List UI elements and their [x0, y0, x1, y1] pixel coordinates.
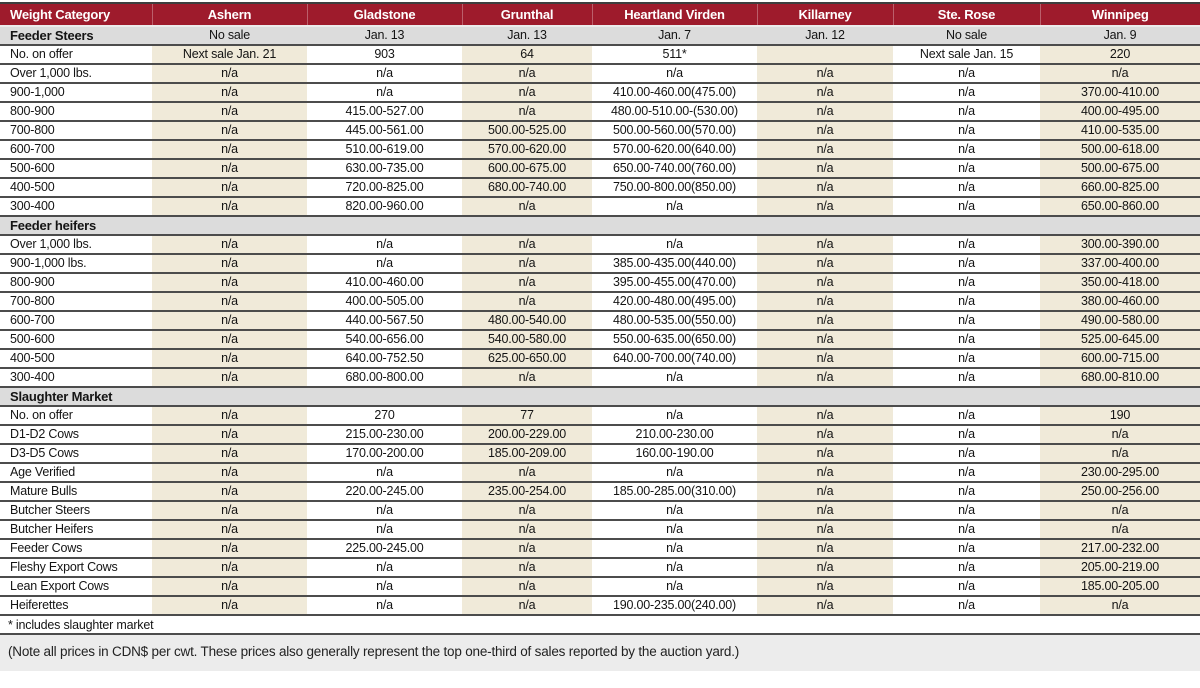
row-label: 500-600 — [0, 330, 152, 349]
cell: n/a — [307, 83, 462, 102]
cell: 820.00-960.00 — [307, 197, 462, 216]
cell — [757, 216, 893, 235]
cell: n/a — [757, 520, 893, 539]
cell: n/a — [152, 558, 307, 577]
cell: n/a — [592, 235, 757, 254]
cell: Next sale Jan. 15 — [893, 45, 1040, 64]
footnote-asterisk: * includes slaughter market — [0, 616, 1200, 635]
table-header-row — [0, 4, 1200, 26]
column-header-killarney: Killarney — [757, 4, 893, 26]
cell: 630.00-735.00 — [307, 159, 462, 178]
cell: n/a — [757, 425, 893, 444]
cell: n/a — [592, 463, 757, 482]
table-row — [0, 311, 1200, 330]
column-header-gladstone: Gladstone — [307, 4, 462, 26]
table-row — [0, 387, 1200, 406]
row-label: 400-500 — [0, 178, 152, 197]
table-row — [0, 273, 1200, 292]
cell: 190.00-235.00(240.00) — [592, 596, 757, 615]
cell: 500.00-525.00 — [462, 121, 592, 140]
row-label: 300-400 — [0, 197, 152, 216]
row-label: 400-500 — [0, 349, 152, 368]
cell: 680.00-740.00 — [462, 178, 592, 197]
cell: n/a — [152, 368, 307, 387]
cell: 77 — [462, 406, 592, 425]
cell: 395.00-455.00(470.00) — [592, 273, 757, 292]
cell: 217.00-232.00 — [1040, 539, 1200, 558]
cell: 215.00-230.00 — [307, 425, 462, 444]
row-label: 800-900 — [0, 273, 152, 292]
cell: n/a — [462, 254, 592, 273]
table-row — [0, 539, 1200, 558]
cell: n/a — [893, 482, 1040, 501]
cell: 205.00-219.00 — [1040, 558, 1200, 577]
cell: 415.00-527.00 — [307, 102, 462, 121]
cell: 660.00-825.00 — [1040, 178, 1200, 197]
column-header-grunthal: Grunthal — [462, 4, 592, 26]
cell: n/a — [757, 539, 893, 558]
cell: n/a — [757, 349, 893, 368]
cell — [592, 387, 757, 406]
cell: n/a — [757, 178, 893, 197]
row-label: 600-700 — [0, 140, 152, 159]
row-label: Over 1,000 lbs. — [0, 64, 152, 83]
cell: 445.00-561.00 — [307, 121, 462, 140]
cell: n/a — [893, 83, 1040, 102]
table-row — [0, 26, 1200, 45]
cell: n/a — [152, 159, 307, 178]
cell: n/a — [1040, 425, 1200, 444]
table-row — [0, 577, 1200, 596]
cell: n/a — [893, 406, 1040, 425]
cell — [757, 387, 893, 406]
cell: n/a — [757, 140, 893, 159]
cell: n/a — [757, 121, 893, 140]
cell: n/a — [1040, 501, 1200, 520]
cell: 200.00-229.00 — [462, 425, 592, 444]
cell: n/a — [462, 235, 592, 254]
table-row — [0, 596, 1200, 615]
cell: n/a — [757, 577, 893, 596]
cell: 400.00-505.00 — [307, 292, 462, 311]
cell: n/a — [152, 482, 307, 501]
cell: n/a — [893, 330, 1040, 349]
cell: 600.00-675.00 — [462, 159, 592, 178]
cell: 570.00-620.00 — [462, 140, 592, 159]
row-label: 700-800 — [0, 121, 152, 140]
cell: 480.00-540.00 — [462, 311, 592, 330]
row-label: No. on offer — [0, 45, 152, 64]
row-label: Mature Bulls — [0, 482, 152, 501]
row-label: 600-700 — [0, 311, 152, 330]
cell: 650.00-740.00(760.00) — [592, 159, 757, 178]
cell: n/a — [462, 102, 592, 121]
table-row — [0, 482, 1200, 501]
cell: n/a — [592, 558, 757, 577]
cell: n/a — [152, 64, 307, 83]
cell: n/a — [462, 64, 592, 83]
cell: 410.00-460.00 — [307, 273, 462, 292]
column-header-ashern: Ashern — [152, 4, 307, 26]
cell: n/a — [893, 121, 1040, 140]
table-row — [0, 520, 1200, 539]
cell: n/a — [152, 330, 307, 349]
row-label: D1-D2 Cows — [0, 425, 152, 444]
column-header-heartland-virden: Heartland Virden — [592, 4, 757, 26]
cell: n/a — [757, 64, 893, 83]
cell: 170.00-200.00 — [307, 444, 462, 463]
cell: 550.00-635.00(650.00) — [592, 330, 757, 349]
row-label: 800-900 — [0, 102, 152, 121]
row-label: Heiferettes — [0, 596, 152, 615]
cell: 680.00-810.00 — [1040, 368, 1200, 387]
cell — [1040, 216, 1200, 235]
cell: n/a — [757, 482, 893, 501]
cell: n/a — [462, 558, 592, 577]
cell: n/a — [893, 463, 1040, 482]
row-label: Butcher Heifers — [0, 520, 152, 539]
cell: 490.00-580.00 — [1040, 311, 1200, 330]
row-label: Fleshy Export Cows — [0, 558, 152, 577]
cell: 440.00-567.50 — [307, 311, 462, 330]
cell: 190 — [1040, 406, 1200, 425]
cell: n/a — [757, 406, 893, 425]
cell: 220.00-245.00 — [307, 482, 462, 501]
table-row — [0, 102, 1200, 121]
cell: n/a — [307, 254, 462, 273]
cell: n/a — [152, 140, 307, 159]
cell: 185.00-209.00 — [462, 444, 592, 463]
cell — [307, 387, 462, 406]
cell: 64 — [462, 45, 592, 64]
table-row — [0, 121, 1200, 140]
cell — [757, 45, 893, 64]
cell: 210.00-230.00 — [592, 425, 757, 444]
cell: n/a — [592, 501, 757, 520]
table-row — [0, 349, 1200, 368]
cell: n/a — [462, 197, 592, 216]
cell: 525.00-645.00 — [1040, 330, 1200, 349]
cell: 385.00-435.00(440.00) — [592, 254, 757, 273]
cell: 185.00-285.00(310.00) — [592, 482, 757, 501]
cell: n/a — [893, 197, 1040, 216]
row-label: Age Verified — [0, 463, 152, 482]
table-row — [0, 83, 1200, 102]
cell: 625.00-650.00 — [462, 349, 592, 368]
cell: 380.00-460.00 — [1040, 292, 1200, 311]
cell: n/a — [152, 520, 307, 539]
cell: Jan. 9 — [1040, 26, 1200, 45]
cell: n/a — [893, 596, 1040, 615]
cell: n/a — [152, 178, 307, 197]
cell: n/a — [152, 197, 307, 216]
cell: n/a — [152, 83, 307, 102]
cell: Next sale Jan. 21 — [152, 45, 307, 64]
table-row — [0, 216, 1200, 235]
cell: n/a — [893, 273, 1040, 292]
cell: n/a — [307, 501, 462, 520]
table-row — [0, 178, 1200, 197]
row-label: 700-800 — [0, 292, 152, 311]
cell: No sale — [893, 26, 1040, 45]
table-row — [0, 501, 1200, 520]
table-row — [0, 45, 1200, 64]
cell: n/a — [893, 558, 1040, 577]
cell: n/a — [152, 121, 307, 140]
cell: n/a — [893, 235, 1040, 254]
row-label: Feeder heifers — [0, 216, 152, 235]
cell: n/a — [893, 254, 1040, 273]
cell: 225.00-245.00 — [307, 539, 462, 558]
cell: n/a — [757, 444, 893, 463]
cell — [152, 216, 307, 235]
cell: n/a — [462, 463, 592, 482]
cell: 410.00-460.00(475.00) — [592, 83, 757, 102]
row-label: Feeder Steers — [0, 26, 152, 45]
cell: n/a — [893, 64, 1040, 83]
table-row — [0, 425, 1200, 444]
cell: 337.00-400.00 — [1040, 254, 1200, 273]
cell: n/a — [757, 273, 893, 292]
cell: n/a — [307, 558, 462, 577]
cell: 570.00-620.00(640.00) — [592, 140, 757, 159]
table-row — [0, 140, 1200, 159]
cell: n/a — [152, 311, 307, 330]
cell: n/a — [757, 159, 893, 178]
cell: n/a — [592, 520, 757, 539]
cell: n/a — [307, 463, 462, 482]
cell: 410.00-535.00 — [1040, 121, 1200, 140]
row-label: Slaughter Market — [0, 387, 152, 406]
cell: 720.00-825.00 — [307, 178, 462, 197]
cell: n/a — [757, 596, 893, 615]
cell: n/a — [152, 254, 307, 273]
cell: 640.00-700.00(740.00) — [592, 349, 757, 368]
cell — [152, 387, 307, 406]
row-label: Over 1,000 lbs. — [0, 235, 152, 254]
row-label: D3-D5 Cows — [0, 444, 152, 463]
cell — [307, 216, 462, 235]
column-header-winnipeg: Winnipeg — [1040, 4, 1200, 26]
cell: n/a — [152, 235, 307, 254]
cell: 903 — [307, 45, 462, 64]
cell — [1040, 387, 1200, 406]
cell: n/a — [757, 368, 893, 387]
cell: n/a — [152, 444, 307, 463]
cell: n/a — [592, 539, 757, 558]
cell: n/a — [592, 64, 757, 83]
cell: 230.00-295.00 — [1040, 463, 1200, 482]
cell: Jan. 12 — [757, 26, 893, 45]
cell: n/a — [893, 349, 1040, 368]
cell: 540.00-656.00 — [307, 330, 462, 349]
row-label: 900-1,000 — [0, 83, 152, 102]
cell: 500.00-675.00 — [1040, 159, 1200, 178]
cell: n/a — [893, 292, 1040, 311]
cell: 270 — [307, 406, 462, 425]
row-label: 300-400 — [0, 368, 152, 387]
cell: 510.00-619.00 — [307, 140, 462, 159]
cell: n/a — [757, 292, 893, 311]
table-row — [0, 64, 1200, 83]
cell: n/a — [307, 64, 462, 83]
cell: n/a — [757, 311, 893, 330]
cell: Jan. 13 — [307, 26, 462, 45]
cell: n/a — [757, 558, 893, 577]
row-label: Lean Export Cows — [0, 577, 152, 596]
table-row — [0, 558, 1200, 577]
table-row — [0, 254, 1200, 273]
cell: 750.00-800.00(850.00) — [592, 178, 757, 197]
cell: 540.00-580.00 — [462, 330, 592, 349]
cell: n/a — [757, 330, 893, 349]
cell: n/a — [152, 425, 307, 444]
table-row — [0, 292, 1200, 311]
cell: n/a — [152, 349, 307, 368]
cell: n/a — [592, 368, 757, 387]
cell: 420.00-480.00(495.00) — [592, 292, 757, 311]
cell: n/a — [462, 273, 592, 292]
cell: n/a — [1040, 520, 1200, 539]
cell: n/a — [757, 83, 893, 102]
cell: n/a — [757, 235, 893, 254]
table-row — [0, 197, 1200, 216]
cell: n/a — [462, 520, 592, 539]
cell — [592, 216, 757, 235]
table-row — [0, 330, 1200, 349]
cell: n/a — [893, 501, 1040, 520]
cell: n/a — [152, 273, 307, 292]
cell: 511* — [592, 45, 757, 64]
cell: Jan. 7 — [592, 26, 757, 45]
table-row — [0, 235, 1200, 254]
row-label: Butcher Steers — [0, 501, 152, 520]
table-row — [0, 444, 1200, 463]
cell: n/a — [1040, 64, 1200, 83]
cell: 370.00-410.00 — [1040, 83, 1200, 102]
cell: 500.00-560.00(570.00) — [592, 121, 757, 140]
row-label: 900-1,000 lbs. — [0, 254, 152, 273]
market-table-body — [0, 26, 1200, 615]
cell: n/a — [152, 102, 307, 121]
table-row — [0, 463, 1200, 482]
cell: n/a — [757, 102, 893, 121]
cell: 480.00-535.00(550.00) — [592, 311, 757, 330]
cell: n/a — [462, 292, 592, 311]
cell: 600.00-715.00 — [1040, 349, 1200, 368]
cell: n/a — [152, 501, 307, 520]
cell: n/a — [893, 102, 1040, 121]
column-header-ste-rose: Ste. Rose — [893, 4, 1040, 26]
cell: n/a — [893, 520, 1040, 539]
cell: n/a — [462, 83, 592, 102]
cell: n/a — [307, 520, 462, 539]
cell: n/a — [893, 178, 1040, 197]
market-report-table — [0, 4, 1200, 616]
cell: n/a — [757, 254, 893, 273]
table-row — [0, 159, 1200, 178]
cell: n/a — [893, 368, 1040, 387]
cell: n/a — [893, 539, 1040, 558]
cell: n/a — [592, 406, 757, 425]
cell — [893, 387, 1040, 406]
cell: n/a — [152, 596, 307, 615]
cell: n/a — [152, 577, 307, 596]
cell: n/a — [893, 577, 1040, 596]
cell: n/a — [152, 539, 307, 558]
cell: 500.00-618.00 — [1040, 140, 1200, 159]
cell — [462, 216, 592, 235]
cell: n/a — [757, 463, 893, 482]
cell: 160.00-190.00 — [592, 444, 757, 463]
cell: 400.00-495.00 — [1040, 102, 1200, 121]
note-text: (Note all prices in CDN$ per cwt. These prices also generally represent the top one-third of sales reported by the auction yard.) — [0, 635, 1200, 671]
cell: n/a — [152, 292, 307, 311]
cell: n/a — [592, 577, 757, 596]
cell: Jan. 13 — [462, 26, 592, 45]
cell: n/a — [1040, 596, 1200, 615]
cell — [462, 387, 592, 406]
cell: n/a — [592, 197, 757, 216]
table-header — [0, 4, 1200, 26]
cell: n/a — [152, 463, 307, 482]
cell: n/a — [462, 501, 592, 520]
row-label: Feeder Cows — [0, 539, 152, 558]
cell: n/a — [893, 444, 1040, 463]
cell — [893, 216, 1040, 235]
cell: n/a — [307, 596, 462, 615]
cell: n/a — [462, 577, 592, 596]
table-row — [0, 406, 1200, 425]
cell: 185.00-205.00 — [1040, 577, 1200, 596]
cell: n/a — [757, 501, 893, 520]
cell: 300.00-390.00 — [1040, 235, 1200, 254]
cell: 250.00-256.00 — [1040, 482, 1200, 501]
row-label: 500-600 — [0, 159, 152, 178]
table-row — [0, 368, 1200, 387]
cell: n/a — [307, 235, 462, 254]
cell: n/a — [152, 406, 307, 425]
cell: n/a — [893, 159, 1040, 178]
cell: n/a — [757, 197, 893, 216]
cell: 640.00-752.50 — [307, 349, 462, 368]
cell: n/a — [462, 539, 592, 558]
cell: No sale — [152, 26, 307, 45]
cell: 680.00-800.00 — [307, 368, 462, 387]
column-header-weight-category: Weight Category — [0, 4, 152, 26]
cell: n/a — [307, 577, 462, 596]
cell: 480.00-510.00-(530.00) — [592, 102, 757, 121]
cell: n/a — [1040, 444, 1200, 463]
cell: n/a — [893, 140, 1040, 159]
cell: 350.00-418.00 — [1040, 273, 1200, 292]
cell: n/a — [893, 311, 1040, 330]
cell: 235.00-254.00 — [462, 482, 592, 501]
cell: 220 — [1040, 45, 1200, 64]
cell: n/a — [462, 368, 592, 387]
cell: n/a — [893, 425, 1040, 444]
cell: n/a — [462, 596, 592, 615]
cell: 650.00-860.00 — [1040, 197, 1200, 216]
row-label: No. on offer — [0, 406, 152, 425]
